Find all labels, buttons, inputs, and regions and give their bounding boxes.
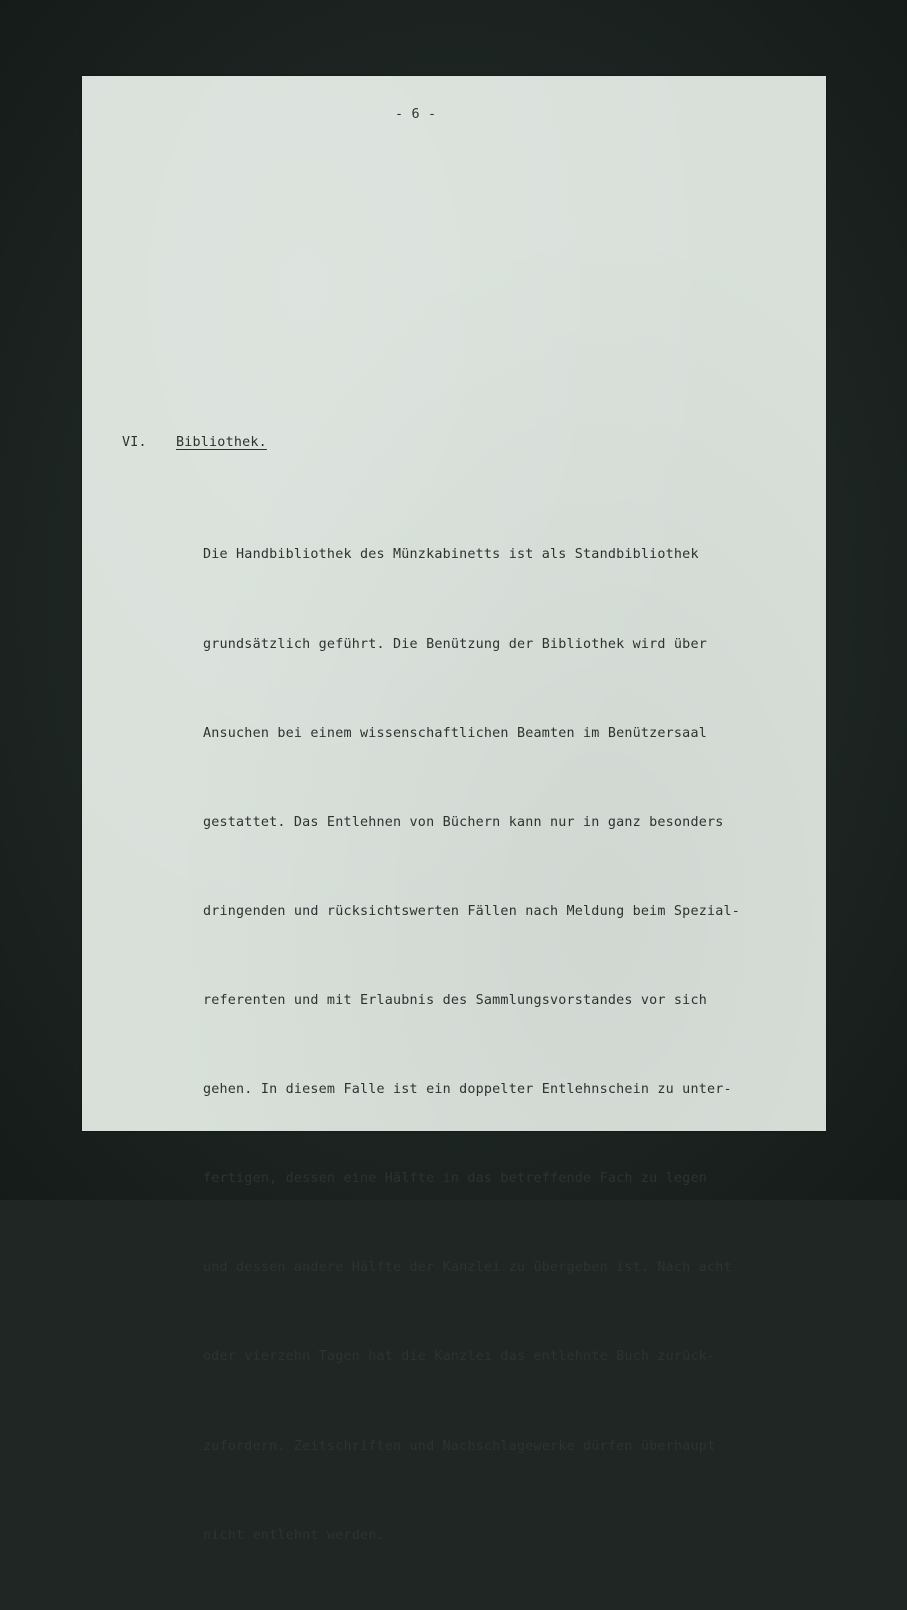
body-line: und dessen andere Hälfte der Kanzlei zu übergeben ist. Nach acht	[203, 1260, 732, 1276]
section-title: Bibliothek.	[176, 435, 267, 450]
body-line: referenten und mit Erlaubnis des Sammlungsvorstandes vor sich	[203, 992, 707, 1008]
body-line: oder vierzehn Tagen hat die Kanzlei das entlehnte Buch zurück-	[203, 1349, 716, 1365]
body-line: gehen. In diesem Falle ist ein doppelter Entlehnschein zu unter-	[203, 1082, 732, 1098]
body-line: fertigen, dessen eine Hälfte in das betreffende Fach zu legen	[203, 1171, 707, 1187]
body-line: Ansuchen bei einem wissenschaftlichen Beamten im Benützersaal	[203, 725, 707, 741]
body-line: nicht entlehnt werden.	[203, 1527, 385, 1543]
body-line: Die Handbibliothek des Münzkabinetts ist als Standbibliothek	[203, 547, 699, 563]
body-line: gestattet. Das Entlehnen von Büchern kann nur in ganz besonders	[203, 814, 724, 830]
section-number: VI.	[122, 435, 147, 450]
body-line: grundsätzlich geführt. Die Benützung der Bibliothek wird über	[203, 636, 707, 652]
page-number: - 6 -	[395, 107, 437, 122]
body-line: dringenden und rücksichtswerten Fällen nach Meldung beim Spezial-	[203, 903, 741, 919]
body-paragraph	[203, 481, 740, 1610]
body-line: zufordern. Zeitschriften und Nachschlagewerke dürfen überhaupt	[203, 1438, 716, 1454]
document-page	[82, 76, 826, 1543]
